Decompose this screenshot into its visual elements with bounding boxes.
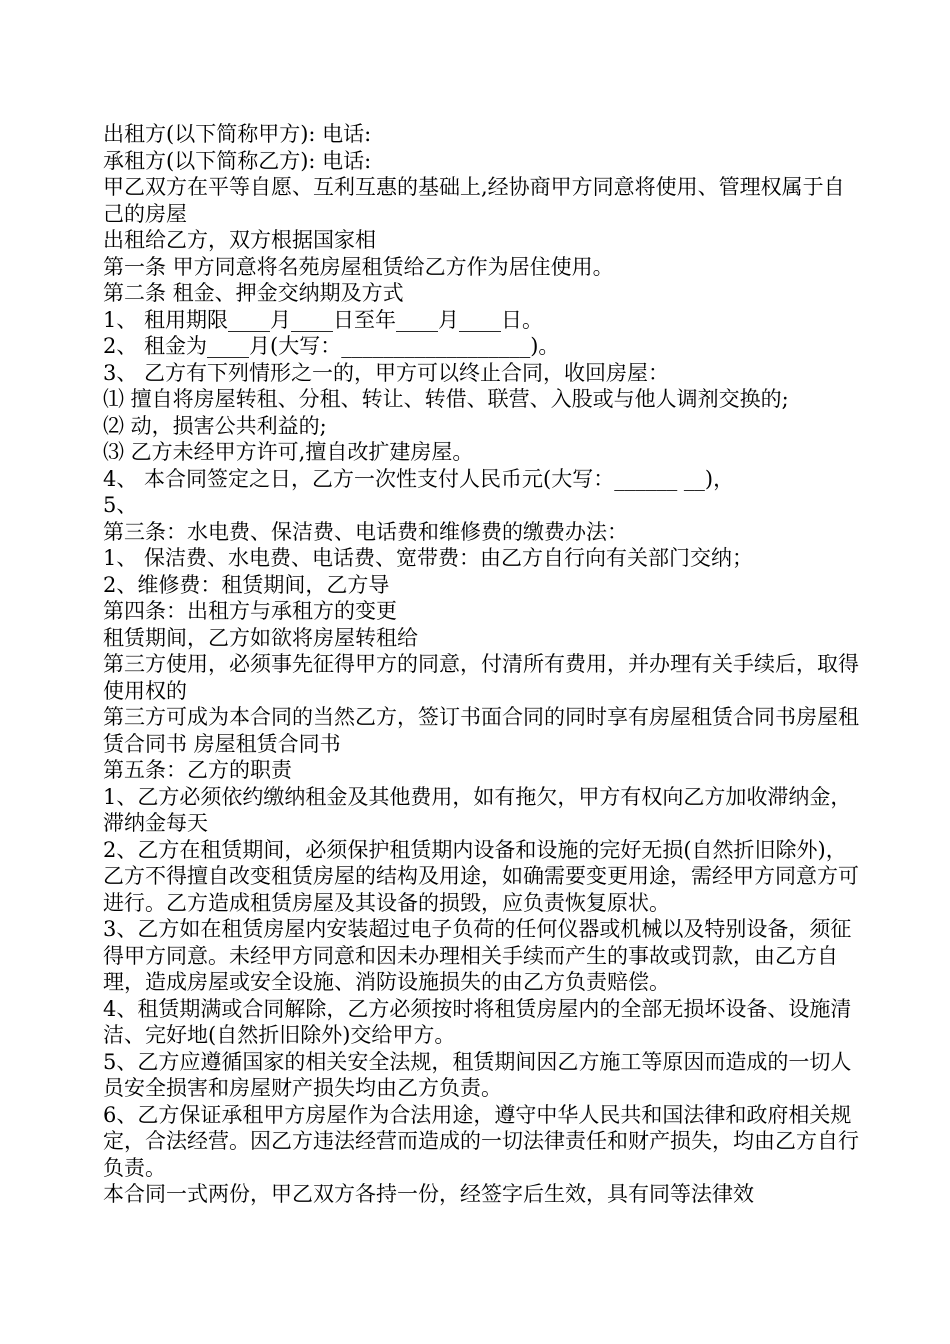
preamble-paragraph: 甲乙双方在平等自愿、互利互惠的基础上,经协商甲方同意将使用、管理权属于自己的房屋 bbox=[103, 175, 845, 226]
article-5-item-1: 1、乙方必须依约缴纳租金及其他费用，如有拖欠，甲方有权向乙方加收滞纳金，滞纳金每天 bbox=[103, 784, 852, 835]
article-4-paragraph-3: 第三方可成为本合同的当然乙方，签订书面合同的同时享有房屋租赁合同书房屋租赁合同书 房屋租赁合同书 bbox=[103, 705, 859, 756]
termination-clause-1: ⑴ 擅自将房屋转租、分租、转让、转借、联营、入股或与他人调剂交换的; bbox=[103, 387, 789, 411]
article-4-paragraph-1: 租赁期间，乙方如欲将房屋转租给 bbox=[103, 625, 418, 650]
article-5-item-2: 2、乙方在租赁期间，必须保护租赁期内设备和设施的完好无损(自然折旧除外)，乙方不得擅自改变租赁房屋的结构及用途，如确需要变更用途，需经甲方同意方可进行。乙方造成租赁房屋及其设备的损毁，应负责恢复原状。 bbox=[103, 837, 859, 915]
contract-body bbox=[103, 121, 863, 1208]
article-2-item-3: 3、 乙方有下列情形之一的，甲方可以终止合同，收回房屋： bbox=[103, 360, 670, 385]
closing-paragraph: 本合同一式两份，甲乙双方各持一份，经签字后生效，具有同等法律效 bbox=[103, 1182, 754, 1206]
termination-clause-2: ⑵ 动，损害公共利益的; bbox=[103, 413, 327, 438]
article-2-item-2: 2、 租金为____月(大写：__________________)。 bbox=[103, 334, 560, 358]
article-5-item-5: 5、乙方应遵循国家的相关安全法规，租赁期间因乙方施工等原因而造成的一切人员安全损害和房屋财产损失均由乙方负责。 bbox=[103, 1049, 852, 1100]
article-2-heading: 第二条 租金、押金交纳期及方式 bbox=[103, 281, 404, 305]
article-2-item-4: 4、 本合同签定之日，乙方一次性支付人民币元(大写：______ __)， bbox=[103, 466, 735, 491]
article-3-item-1: 1、 保洁费、水电费、电话费、宽带费：由乙方自行向有关部门交纳； bbox=[103, 546, 754, 570]
article-5-item-6: 6、乙方保证承租甲方房屋作为合法用途，遵守中华人民共和国法律和政府相关规定，合法经营。因乙方违法经营而造成的一切法律责任和财产损失，均由乙方自行负责。 bbox=[103, 1102, 859, 1180]
termination-clause-3: ⑶ 乙方未经甲方许可,擅自改扩建房屋。 bbox=[103, 440, 474, 464]
preamble-continuation: 出租给乙方，双方根据国家相 bbox=[103, 228, 376, 252]
article-2-item-5: 5、 bbox=[103, 493, 138, 517]
article-3-heading: 第三条：水电费、保洁费、电话费和维修费的缴费办法： bbox=[103, 519, 628, 544]
lessee-line: 承租方(以下简称乙方): 电话: bbox=[103, 148, 372, 173]
article-4-heading: 第四条：出租方与承租方的变更 bbox=[103, 599, 397, 623]
article-5-heading: 第五条：乙方的职责 bbox=[103, 758, 292, 782]
article-2-item-1: 1、 租用期限____月____日至年____月____日。 bbox=[103, 307, 544, 332]
lessor-line: 出租方(以下简称甲方): 电话: bbox=[103, 122, 372, 146]
article-1-heading: 第一条 甲方同意将名苑房屋租赁给乙方作为居住使用。 bbox=[103, 254, 614, 279]
article-3-item-2: 2、维修费：租赁期间，乙方导 bbox=[103, 572, 390, 597]
article-5-item-3: 3、乙方如在租赁房屋内安装超过电子负荷的任何仪器或机械以及特别设备，须征得甲方同意。未经甲方同意和因未办理相关手续而产生的事故或罚款，由乙方自理，造成房屋或安全设施、消防设施损失的由乙方负责赔偿。 bbox=[103, 917, 852, 994]
article-4-paragraph-2: 第三方使用，必须事先征得甲方的同意，付清所有费用，并办理有关手续后，取得使用权的 bbox=[103, 652, 859, 703]
article-5-item-4: 4、租赁期满或合同解除，乙方必须按时将租赁房屋内的全部无损坏设备、设施清洁、完好地(自然折旧除外)交给甲方。 bbox=[103, 996, 852, 1047]
